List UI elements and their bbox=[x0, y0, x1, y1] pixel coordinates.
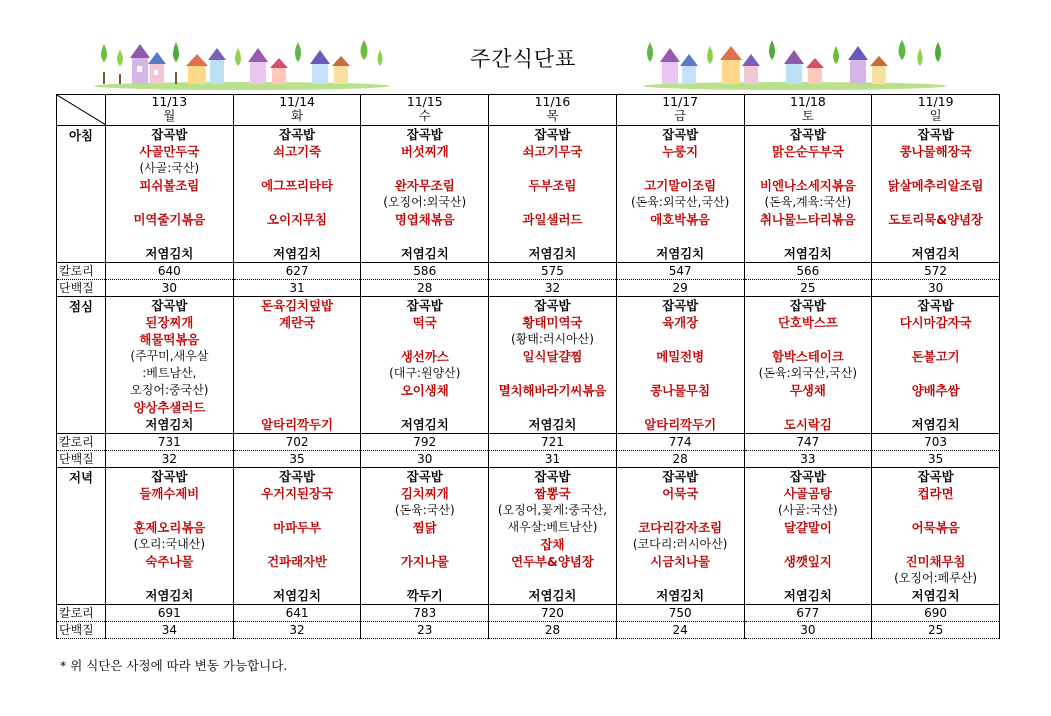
menu-item: 잡곡밥 bbox=[662, 127, 699, 142]
calorie-label: 칼로리 bbox=[57, 605, 106, 622]
menu-item: 된장찌개 bbox=[145, 315, 194, 330]
menu-item: 깍두기 bbox=[406, 588, 443, 603]
menu-item: 저염김치 bbox=[528, 588, 577, 603]
calorie-value: 702 bbox=[233, 434, 361, 451]
meal-cell bbox=[744, 297, 872, 434]
day-header-11-14 bbox=[233, 95, 361, 126]
protein-value: 23 bbox=[361, 622, 489, 639]
menu-item: 단호박스프 bbox=[777, 315, 838, 330]
menu-item: (돈육,계육:국산) bbox=[764, 195, 852, 209]
menu-item: 오이생채 bbox=[400, 383, 449, 398]
meal-cell bbox=[872, 468, 1000, 605]
calorie-value: 690 bbox=[872, 605, 1000, 622]
protein-value: 32 bbox=[106, 451, 234, 468]
menu-item: 새우살:베트남산) bbox=[507, 520, 598, 534]
meal-cell bbox=[106, 468, 234, 605]
menu-item: 우거지된장국 bbox=[261, 486, 333, 501]
menu-item: 저염김치 bbox=[783, 246, 832, 261]
meal-cell bbox=[872, 126, 1000, 263]
calorie-label: 칼로리 bbox=[57, 434, 106, 451]
protein-value: 31 bbox=[233, 280, 361, 297]
meal-cell bbox=[489, 126, 617, 263]
menu-item: 잡곡밥 bbox=[662, 298, 699, 313]
menu-item: (주꾸미,새우살 bbox=[130, 349, 209, 363]
menu-item: 양상추샐러드 bbox=[133, 400, 206, 415]
day-of-week: 금 bbox=[674, 108, 687, 123]
menu-item: 코다리감자조림 bbox=[638, 520, 723, 535]
menu-item: (대구:원양산) bbox=[389, 366, 461, 380]
day-header-11-17 bbox=[616, 95, 744, 126]
menu-item: 진미채무침 bbox=[905, 554, 966, 569]
menu-item: 취나물느타리볶음 bbox=[759, 212, 856, 227]
menu-item: 저염김치 bbox=[911, 588, 960, 603]
diagonal-line bbox=[57, 95, 106, 125]
menu-item: 잡곡밥 bbox=[917, 127, 954, 142]
menu-item: 짬뽕국 bbox=[534, 486, 571, 501]
menu-item: 육개장 bbox=[662, 315, 699, 330]
day-date: 11/14 bbox=[279, 94, 315, 109]
menu-item: 저염김치 bbox=[273, 588, 321, 603]
protein-value: 33 bbox=[744, 451, 872, 468]
menu-item: 잡곡밥 bbox=[151, 298, 188, 313]
menu-item: 사골곰탕 bbox=[783, 486, 832, 501]
menu-item: 저염김치 bbox=[911, 246, 960, 261]
protein-value: 30 bbox=[872, 280, 1000, 297]
menu-item: 잡곡밥 bbox=[789, 298, 826, 313]
meal-cell bbox=[744, 468, 872, 605]
menu-item: 함박스테이크 bbox=[771, 349, 844, 364]
calorie-row bbox=[57, 605, 1000, 622]
meal-cell bbox=[361, 468, 489, 605]
protein-label: 단백질 bbox=[57, 622, 106, 639]
menu-item: 저염김치 bbox=[273, 246, 321, 261]
protein-value: 30 bbox=[361, 451, 489, 468]
menu-item: (코다리:러시아산) bbox=[632, 537, 728, 551]
day-of-week: 화 bbox=[291, 108, 304, 123]
day-of-week: 토 bbox=[801, 108, 814, 123]
page-title: 주간식단표 bbox=[470, 47, 577, 71]
menu-item: 훈제오리볶음 bbox=[133, 520, 206, 535]
day-header-11-16 bbox=[489, 95, 617, 126]
menu-item: 과일샐러드 bbox=[522, 212, 583, 227]
menu-item: 잡곡밥 bbox=[917, 298, 954, 313]
calorie-value: 720 bbox=[489, 605, 617, 622]
menu-item: (돈육:국산) bbox=[394, 503, 455, 517]
menu-item: 멸치해바라기씨볶음 bbox=[498, 383, 607, 398]
day-of-week: 목 bbox=[546, 108, 559, 123]
protein-value: 28 bbox=[616, 451, 744, 468]
menu-item: 잡곡밥 bbox=[534, 469, 571, 484]
menu-item: 콩나물무침 bbox=[650, 383, 711, 398]
menu-item: 버섯찌개 bbox=[400, 144, 449, 159]
protein-value: 35 bbox=[872, 451, 1000, 468]
menu-item: (황태:러시아산) bbox=[510, 332, 594, 346]
menu-item: 생깻잎지 bbox=[783, 554, 832, 569]
menu-item: 알타리깍두기 bbox=[261, 417, 333, 432]
menu-item: 일식달걀찜 bbox=[522, 349, 583, 364]
menu-item: 황태미역국 bbox=[522, 315, 583, 330]
meal-cell bbox=[872, 297, 1000, 434]
menu-item: 알타리깍두기 bbox=[644, 417, 717, 432]
menu-item: 오징어:중국산) bbox=[130, 383, 209, 397]
menu-item: 쇠고기무국 bbox=[522, 144, 583, 159]
date-header-row bbox=[57, 95, 1000, 126]
menu-item: 생선까스 bbox=[400, 349, 449, 364]
day-date: 11/19 bbox=[917, 94, 954, 109]
calorie-value: 575 bbox=[489, 263, 617, 280]
calorie-value: 792 bbox=[361, 434, 489, 451]
calorie-value: 721 bbox=[489, 434, 617, 451]
menu-item: 잡곡밥 bbox=[151, 127, 188, 142]
calorie-value: 750 bbox=[616, 605, 744, 622]
calorie-value: 586 bbox=[361, 263, 489, 280]
menu-item: 저염김치 bbox=[656, 246, 705, 261]
menu-item: 찜닭 bbox=[412, 520, 437, 535]
calorie-value: 640 bbox=[106, 263, 234, 280]
menu-item: 누룽지 bbox=[662, 144, 699, 159]
menu-item: 잡곡밥 bbox=[151, 469, 188, 484]
menu-item: 떡국 bbox=[412, 315, 437, 330]
menu-item: 잡채 bbox=[540, 537, 565, 552]
menu-item: 연두부&양념장 bbox=[511, 554, 594, 569]
menu-item: 잡곡밥 bbox=[917, 469, 954, 484]
menu-item: 저염김치 bbox=[528, 246, 577, 261]
protein-label: 단백질 bbox=[57, 451, 106, 468]
menu-item: 마파두부 bbox=[273, 520, 321, 535]
menu-item: 저염김치 bbox=[656, 588, 705, 603]
menu-item: 미역줄기볶음 bbox=[133, 212, 206, 227]
menu-item: 잡곡밥 bbox=[662, 469, 699, 484]
day-of-week: 일 bbox=[929, 108, 942, 123]
protein-value: 31 bbox=[489, 451, 617, 468]
menu-item: :베트남산, bbox=[142, 366, 197, 380]
menu-item: 건파래자반 bbox=[267, 554, 327, 569]
menu-item: 잡곡밥 bbox=[406, 469, 443, 484]
menu-item: 피쉬볼조림 bbox=[139, 178, 200, 193]
menu-item: 가지나물 bbox=[400, 554, 449, 569]
day-date: 11/13 bbox=[151, 94, 188, 109]
calorie-value: 783 bbox=[361, 605, 489, 622]
menu-item: 애호박볶음 bbox=[650, 212, 711, 227]
header-corner-cell bbox=[57, 95, 106, 126]
menu-item: (돈육:외국산,국산) bbox=[758, 366, 858, 380]
meal-cell bbox=[616, 126, 744, 263]
menu-item: 잡곡밥 bbox=[789, 127, 826, 142]
protein-value: 24 bbox=[616, 622, 744, 639]
day-header-11-13 bbox=[106, 95, 234, 126]
menu-item: (사골:국산) bbox=[777, 503, 838, 517]
menu-item: 저염김치 bbox=[145, 588, 194, 603]
menu-item: (돈육:외국산,국산) bbox=[630, 195, 730, 209]
menu-item: 잡곡밥 bbox=[534, 298, 571, 313]
menu-item: 잡곡밥 bbox=[279, 469, 316, 484]
menu-item: 콩나물해장국 bbox=[899, 144, 972, 159]
menu-item: 두부조림 bbox=[528, 178, 577, 193]
menu-item: 쇠고기죽 bbox=[273, 144, 321, 159]
calorie-value: 566 bbox=[744, 263, 872, 280]
meal-cell bbox=[616, 297, 744, 434]
menu-item: 들깨수제비 bbox=[139, 486, 200, 501]
village-illustration-right bbox=[640, 36, 950, 90]
protein-value: 35 bbox=[233, 451, 361, 468]
menu-item: 저염김치 bbox=[528, 417, 577, 432]
day-header-11-19 bbox=[872, 95, 1000, 126]
meal-cell bbox=[361, 126, 489, 263]
protein-value: 32 bbox=[233, 622, 361, 639]
calorie-label: 칼로리 bbox=[57, 263, 106, 280]
menu-item: 숙주나물 bbox=[145, 554, 194, 569]
protein-value: 30 bbox=[744, 622, 872, 639]
calorie-value: 691 bbox=[106, 605, 234, 622]
menu-item: 컵라면 bbox=[917, 486, 954, 501]
day-date: 11/15 bbox=[406, 94, 443, 109]
calorie-value: 572 bbox=[872, 263, 1000, 280]
weekly-menu-table bbox=[56, 94, 1000, 639]
day-of-week: 수 bbox=[418, 108, 431, 123]
protein-label: 단백질 bbox=[57, 280, 106, 297]
day-header-11-15 bbox=[361, 95, 489, 126]
calorie-row bbox=[57, 434, 1000, 451]
menu-item: 사골만두국 bbox=[139, 144, 200, 159]
calorie-value: 627 bbox=[233, 263, 361, 280]
day-of-week: 월 bbox=[163, 108, 176, 123]
menu-item: 다시마감자국 bbox=[899, 315, 972, 330]
village-illustration-left bbox=[92, 36, 392, 90]
menu-item: 닭살메추리알조림 bbox=[887, 178, 984, 193]
menu-item: 완자무조림 bbox=[394, 178, 455, 193]
meal-cell bbox=[106, 297, 234, 434]
meal-cell bbox=[361, 297, 489, 434]
menu-item: 저염김치 bbox=[145, 246, 194, 261]
menu-item: 양배추쌈 bbox=[911, 383, 960, 398]
protein-value: 28 bbox=[361, 280, 489, 297]
calorie-value: 641 bbox=[233, 605, 361, 622]
menu-item: 고기말이조림 bbox=[644, 178, 717, 193]
menu-item: 시금치나물 bbox=[650, 554, 711, 569]
protein-value: 29 bbox=[616, 280, 744, 297]
menu-item: (오징어,꽃게:중국산, bbox=[497, 503, 607, 517]
menu-item: 무생채 bbox=[789, 383, 826, 398]
day-date: 11/18 bbox=[790, 94, 826, 109]
meal-row-1 bbox=[57, 297, 1000, 434]
meal-cell bbox=[489, 297, 617, 434]
menu-item: 도토리묵&양념장 bbox=[888, 212, 983, 227]
protein-value: 30 bbox=[106, 280, 234, 297]
protein-value: 28 bbox=[489, 622, 617, 639]
menu-item: 도시락김 bbox=[783, 417, 832, 432]
calorie-value: 747 bbox=[744, 434, 872, 451]
calorie-value: 677 bbox=[744, 605, 872, 622]
meal-label: 점심 bbox=[57, 297, 106, 434]
protein-value: 25 bbox=[744, 280, 872, 297]
calorie-value: 774 bbox=[616, 434, 744, 451]
menu-item: 달걀말이 bbox=[783, 520, 832, 535]
menu-item: 어묵국 bbox=[662, 486, 699, 501]
menu-item: 저염김치 bbox=[400, 417, 449, 432]
menu-item: (오징어:페루산) bbox=[894, 571, 978, 585]
menu-item: 명엽채볶음 bbox=[394, 212, 455, 227]
menu-item: 잡곡밥 bbox=[789, 469, 826, 484]
menu-item: 에그프리타타 bbox=[261, 178, 333, 193]
menu-item: 돈육김치덮밥 bbox=[261, 298, 333, 313]
menu-item: 메밀전병 bbox=[656, 349, 705, 364]
day-header-11-18 bbox=[744, 95, 872, 126]
menu-item: 돈불고기 bbox=[911, 349, 960, 364]
day-date: 11/17 bbox=[662, 94, 699, 109]
menu-item: 어묵볶음 bbox=[911, 520, 960, 535]
menu-item: (오징어:외국산) bbox=[383, 195, 467, 209]
calorie-value: 703 bbox=[872, 434, 1000, 451]
protein-value: 25 bbox=[872, 622, 1000, 639]
meal-cell bbox=[233, 468, 361, 605]
protein-value: 32 bbox=[489, 280, 617, 297]
menu-item: 계란국 bbox=[279, 315, 316, 330]
menu-item: 해물떡볶음 bbox=[139, 332, 200, 347]
protein-row bbox=[57, 280, 1000, 297]
menu-item: 김치찌개 bbox=[400, 486, 449, 501]
menu-item: (사골:국산) bbox=[139, 161, 200, 175]
calorie-value: 731 bbox=[106, 434, 234, 451]
meal-cell bbox=[106, 126, 234, 263]
meal-cell bbox=[616, 468, 744, 605]
meal-row-2 bbox=[57, 468, 1000, 605]
meal-label: 저녁 bbox=[57, 468, 106, 605]
meal-cell bbox=[489, 468, 617, 605]
menu-item: 잡곡밥 bbox=[406, 298, 443, 313]
day-date: 11/16 bbox=[534, 94, 571, 109]
menu-item: 저염김치 bbox=[911, 417, 960, 432]
menu-item: 오이지무침 bbox=[267, 212, 327, 227]
meal-label: 아침 bbox=[57, 126, 106, 263]
protein-value: 34 bbox=[106, 622, 234, 639]
menu-item: 잡곡밥 bbox=[406, 127, 443, 142]
meal-row-0 bbox=[57, 126, 1000, 263]
meal-cell bbox=[233, 297, 361, 434]
meal-cell bbox=[233, 126, 361, 263]
menu-item: 저염김치 bbox=[145, 417, 194, 432]
footnote: * 위 식단은 사정에 따라 변동 가능합니다. bbox=[60, 658, 288, 673]
menu-item: 저염김치 bbox=[783, 588, 832, 603]
menu-item: 저염김치 bbox=[400, 246, 449, 261]
meal-cell bbox=[744, 126, 872, 263]
menu-item: 잡곡밥 bbox=[534, 127, 571, 142]
calorie-value: 547 bbox=[616, 263, 744, 280]
menu-item: 비엔나소세지볶음 bbox=[759, 178, 856, 193]
menu-item: 잡곡밥 bbox=[279, 127, 316, 142]
protein-row bbox=[57, 622, 1000, 639]
menu-item: 맑은순두부국 bbox=[771, 144, 844, 159]
calorie-row bbox=[57, 263, 1000, 280]
menu-item: (오리:국내산) bbox=[133, 537, 206, 551]
protein-row bbox=[57, 451, 1000, 468]
